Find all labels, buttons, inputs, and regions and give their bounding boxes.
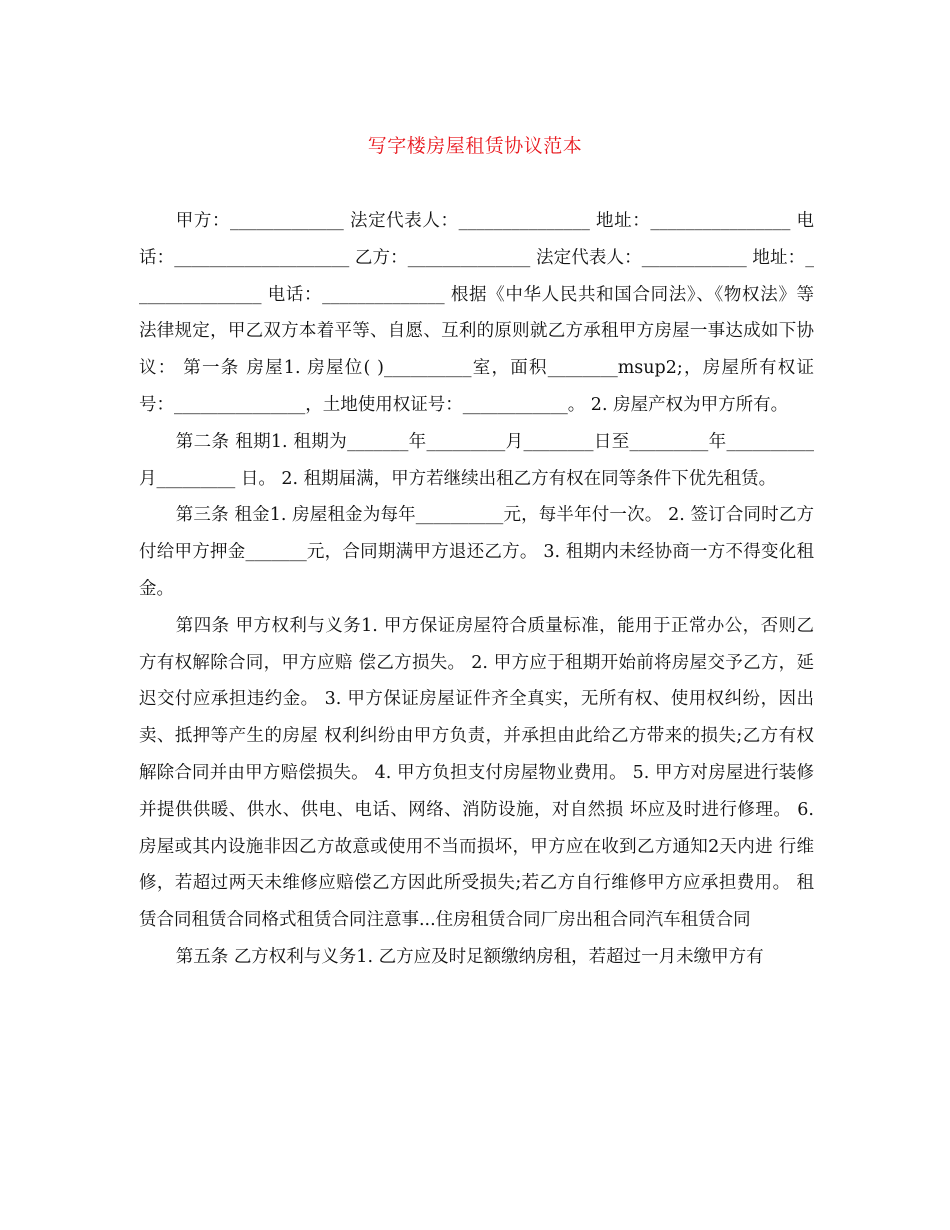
paragraph-article-5-party-b-duties: 第五条 乙方权利与义务1. 乙方应及时足额缴纳房租，若超过一月未缴甲方有 bbox=[175, 946, 764, 967]
paragraph-article-4-party-a-duties: 第四条 甲方权利与义务1. 甲方保证房屋符合质量标准，能用于正常办公，否则乙方有权解除合同，甲方应赔 偿乙方损失。 2. 甲方应于租期开始前将房屋交予乙方，延迟交付应承担违约金。 3. 甲方保证房屋证件齐全真实，无所有权、使用权纠纷，因出卖、抵押等产生的房屋 权利纠纷由甲方负责，并承担由此给乙方带来的损失;乙方有权解除合同并由甲方赔偿损失。 4. 甲方负担支付房屋物业费用。 5. 甲方对房屋进行装修并提供供暖、供水、供电、电话、网络、消防设施，对自然损 坏应及时进行修理。 6. 房屋或其内设施非因乙方故意或使用不当而损坏，甲方应在收到乙方通知2天内进 行维修，若超过两天未维修应赔偿乙方因此所受损失;若乙方自行维修甲方应承担费用。 租赁合同租赁合同格式租赁合同注意事...住房租赁合同厂房出租合同汽车租赁合同 bbox=[139, 615, 814, 931]
document-body bbox=[139, 203, 814, 976]
paragraph-parties-article-1: 甲方：_____________ 法定代表人：_______________ 地址：________________ 电话：____________________ 乙方：______________ 法定代表人：____________ 地址：_______________ 电话：______________ 根据《中华人民共和国合同法》、《物权法》等法律规定，甲乙双方本着平等、自愿、互利的原则就乙方承租甲方房屋一事达成如下协议： 第一条 房屋1. 房屋位( )__________室，面积________msup2;，房屋所有权证 号：_______________，土地使用权证号：____________。 2. 房屋产权为甲方所有。 bbox=[139, 211, 814, 415]
paragraph-article-2-lease-term: 第二条 租期1. 租期为_______年_________月________日至_________年__________月_________ 日。 2. 租期届满，甲方若继续出租乙方有权在同等条件下优先租赁。 bbox=[139, 431, 814, 489]
document-title: 写字楼房屋租赁协议范本 bbox=[367, 135, 583, 157]
paragraph-article-3-rent: 第三条 租金1. 房屋租金为每年__________元，每半年付一次。 2. 签订合同时乙方付给甲方押金_______元，合同期满甲方退还乙方。 3. 租期内未经协商一方不得变化租金。 bbox=[139, 505, 814, 599]
